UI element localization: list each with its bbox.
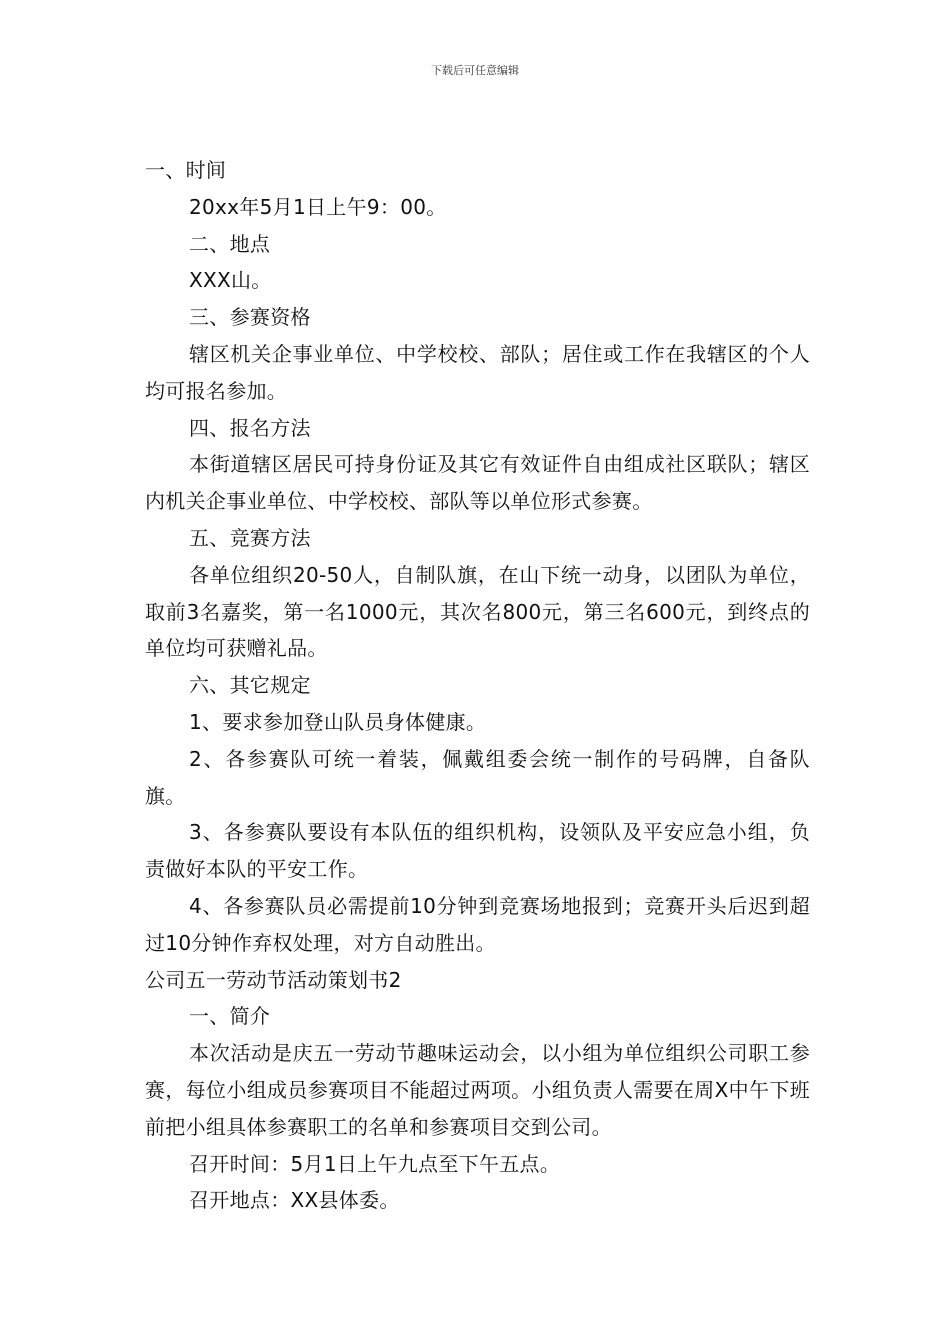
document-body xyxy=(145,152,810,1219)
paragraph-competition: 各单位组织20-50人，自制队旗，在山下统一动身，以团队为单位，取前3名嘉奖，第一名1000元，其次名800元，第三名600元，到终点的单位均可获赠礼品。 xyxy=(145,562,810,661)
heading-eligibility: 三、参赛资格 xyxy=(189,305,311,330)
heading-other-rules: 六、其它规定 xyxy=(189,673,311,698)
paragraph-registration: 本街道辖区居民可持身份证及其它有效证件自由组成社区联队；辖区内机关企事业单位、中学校校、部队等以单位形式参赛。 xyxy=(145,452,810,514)
paragraph-event-location: 召开地点：XX县体委。 xyxy=(189,1188,400,1213)
paragraph-introduction: 本次活动是庆五一劳动节趣味运动会，以小组为单位组织公司职工参赛，每位小组成员参赛项目不能超过两项。小组负责人需要在周X中午下班前把小组具体参赛职工的名单和参赛项目交到公司。 xyxy=(145,1041,810,1139)
paragraph-eligibility: 辖区机关企事业单位、中学校校、部队；居住或工作在我辖区的个人均可报名参加。 xyxy=(145,341,810,403)
heading-competition: 五、竞赛方法 xyxy=(189,525,311,550)
rule-item-2: 2、各参赛队可统一着装，佩戴组委会统一制作的号码牌，自备队旗。 xyxy=(145,746,810,808)
paragraph-location-value: XXX山。 xyxy=(189,268,272,293)
paragraph-event-time: 召开时间：5月1日上午九点至下午五点。 xyxy=(189,1151,561,1176)
heading-time: 一、时间 xyxy=(145,158,227,182)
rule-item-3: 3、各参赛队要设有本队伍的组织机构，设领队及平安应急小组，负责做好本队的平安工作。 xyxy=(145,820,810,882)
heading-location: 二、地点 xyxy=(189,231,271,256)
heading-introduction: 一、简介 xyxy=(189,1004,271,1029)
page-header-note: 下载后可任意编辑 xyxy=(431,64,519,77)
heading-registration: 四、报名方法 xyxy=(189,415,311,440)
rule-item-4: 4、各参赛队员必需提前10分钟到竞赛场地报到；竞赛开头后迟到超过10分钟作弃权处理，对方自动胜出。 xyxy=(145,893,810,955)
rule-item-1: 1、要求参加登山队员身体健康。 xyxy=(189,709,487,734)
section-title-plan-2: 公司五一劳动节活动策划书2 xyxy=(145,967,402,992)
paragraph-time-value: 20xx年5月1日上午9：00。 xyxy=(189,194,447,219)
